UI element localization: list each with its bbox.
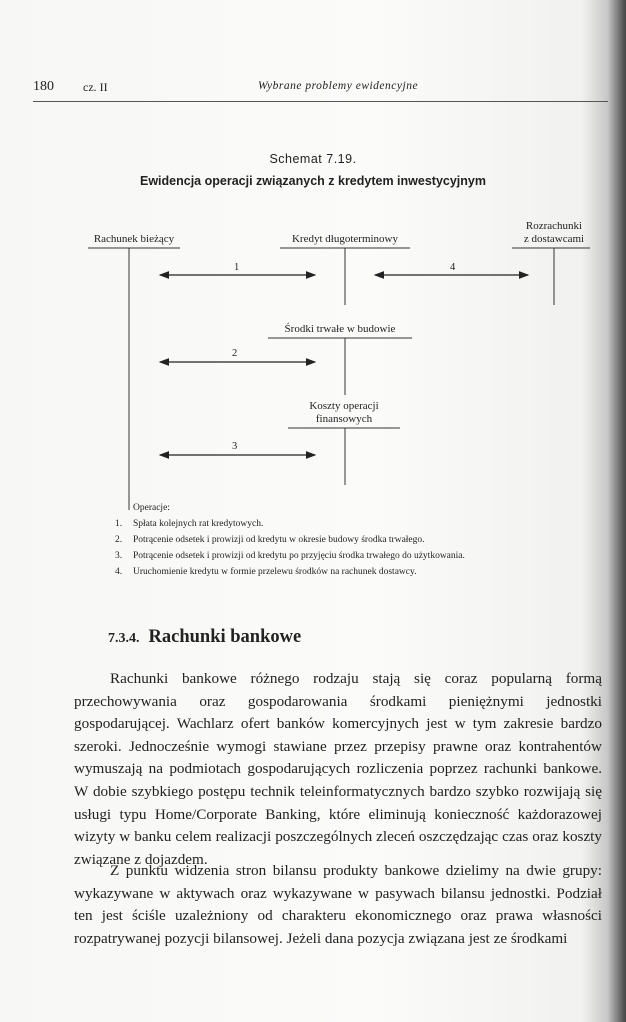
legend-item: 2. Potrącenie odsetek i prowizji od kredytu w okresie budowy środka trwałego.	[115, 535, 425, 545]
operations-legend	[115, 500, 465, 580]
account-label-costs	[288, 400, 400, 426]
section-title: Rachunki bankowe	[148, 627, 302, 647]
account-label-longterm-credit: Kredyt długoterminowy	[291, 233, 398, 245]
arrow-label-1: 1	[234, 262, 240, 273]
account-label-costs-line2: finansowych	[315, 413, 373, 425]
account-label-current: Rachunek bieżący	[93, 233, 175, 245]
scheme-title: Ewidencja operacji związanych z kredytem inwestycyjnym	[140, 174, 486, 188]
account-label-suppliers	[506, 220, 602, 246]
account-label-fixed-assets: Środki trwałe w budowie	[284, 323, 396, 335]
arrow-label-2: 2	[232, 348, 238, 359]
account-label-suppliers-line1: Rozrachunki	[525, 220, 583, 232]
scheme-number: Schemat 7.19.	[269, 152, 357, 166]
legend-item: 1. Spłata kolejnych rat kredytowych.	[115, 519, 264, 529]
paragraph: Rachunki bankowe różnego rodzaju stają się coraz popularną formą przechowywania oraz gospodarowania środkami pieniężnymi jednostki gospodarującej. Wachlarz ofert banków komercyjnych jest w tym zakresie bardzo szeroki. Jednocześnie wymogi stawiane przez przepisy prawne oraz kontrahentów wymuszają na podmiotach gospodarujących rozliczenia poprzez rachunki bankowe. W dobie szybkiego postępu technik teleinformatycznych bardzo szybko rozwijają się usługi typu Home/Corporate Banking, które eliminują konieczność każdorazowej wizyty w banku celem realizacji poszczególnych zleceń oszczędzając czas oraz koszty związane z dojazdem.	[74, 670, 602, 868]
page-number: 180	[33, 79, 54, 94]
part-label: cz. II	[83, 80, 108, 94]
running-title: Wybrane problemy ewidencyjne	[258, 80, 419, 92]
paragraph: Z punktu widzenia stron bilansu produkty bankowe dzielimy na dwie grupy: wykazywane w aktywach oraz wykazywane w pasywach bilansu jednostki. Podział ten jest ściśle uzależniony od charakteru ekonomicznego oraz prawa własności rozpatrywanej pozycji bilansowej. Jeżeli dana pozycja związana jest ze środkami	[74, 862, 602, 947]
account-label-suppliers-line2: z dostawcami	[523, 233, 585, 245]
section-heading	[108, 627, 301, 648]
legend-item: 3. Potrącenie odsetek i prowizji od kredytu po przyjęciu środka trwałego do użytkowania.	[115, 551, 465, 561]
arrow-label-4: 4	[450, 262, 456, 273]
section-number: 7.3.4.	[108, 631, 140, 646]
legend-item: 4. Uruchomienie kredytu w formie przelewu środków na rachunek dostawcy.	[115, 567, 417, 577]
account-label-costs-line1: Koszty operacji	[309, 400, 379, 412]
legend-heading: Operacje:	[133, 503, 170, 513]
arrow-label-3: 3	[232, 441, 238, 452]
